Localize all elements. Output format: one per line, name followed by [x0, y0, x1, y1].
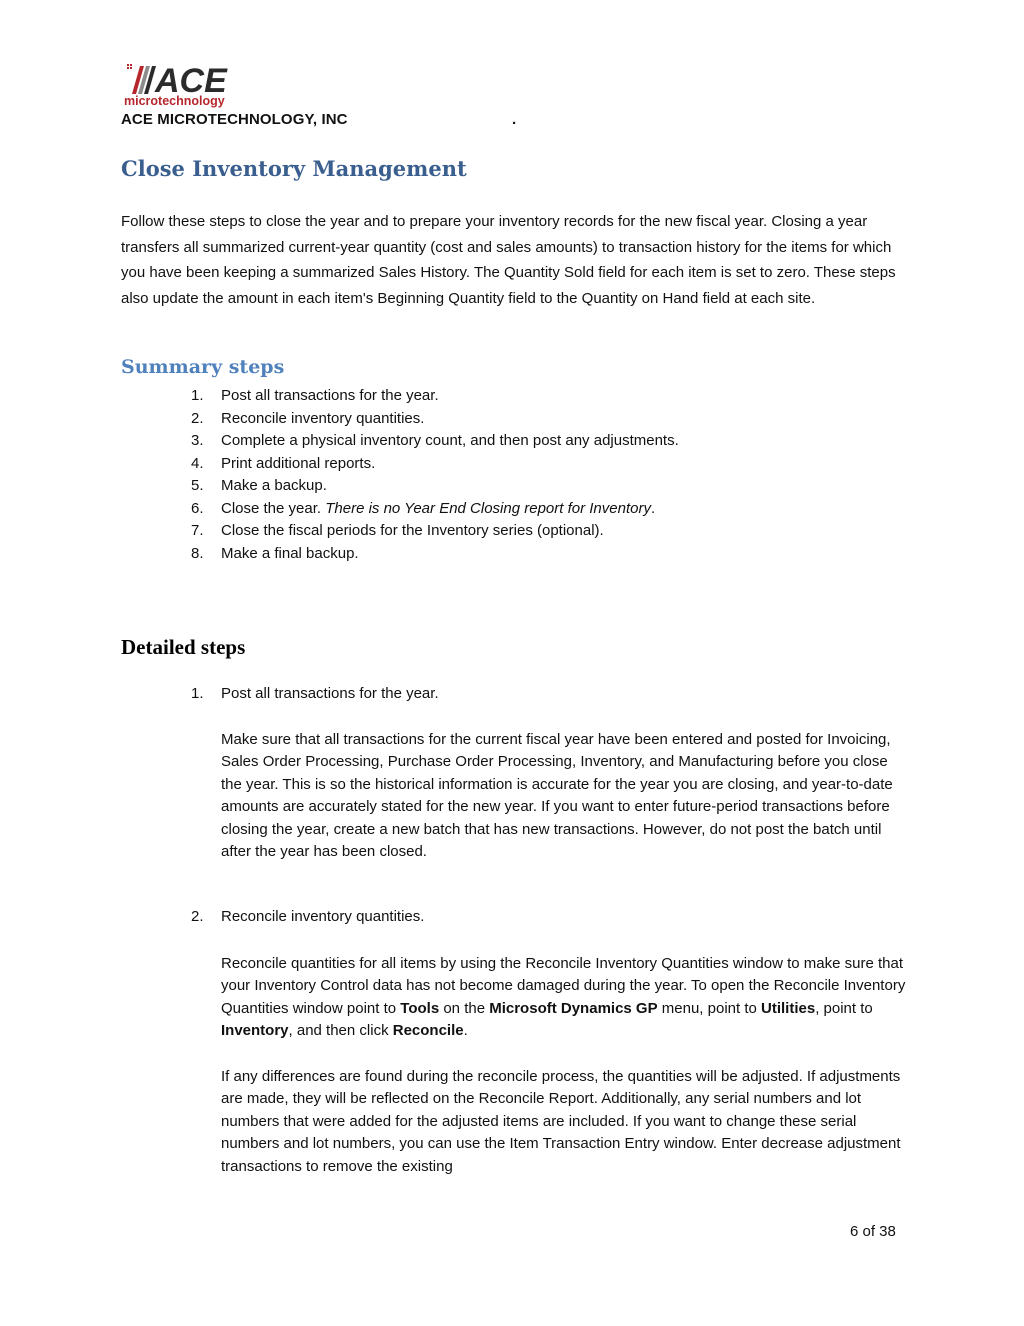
para-text: . [463, 1022, 468, 1040]
logo-subtitle: microtechnology [124, 94, 225, 108]
step-text: Print additional reports. [221, 454, 376, 472]
detail-step-number: 2. [191, 908, 204, 925]
para-text: , point to [815, 999, 873, 1017]
header-dot: . [512, 111, 517, 128]
para-text: , and then click [288, 1022, 393, 1040]
page-number: 6 of 38 [850, 1223, 896, 1240]
para-text: on the [439, 999, 490, 1017]
detail-step-paragraph: Make sure that all transactions for the current fiscal year have been entered and posted for Invoicing, Sales Order Processing, Purchase Order Processing, Inventory, and Manufacturing before you close the year. This is so the historical information is accurate for the year you are closing, and year-to-date amounts are accurately stated for the new year. If you want to enter future-period transactions before closing the year, create a new batch that has new transactions. However, do not post the batch until after the year has been closed. [221, 731, 893, 861]
logo-grid-marks [127, 64, 132, 69]
logo-word: ACE [155, 62, 227, 100]
step-number: 2. [191, 409, 204, 427]
intro-paragraph: Follow these steps to close the year and to prepare your inventory records for the new fiscal year. Closing a year transfers all summarized current-year quantity (cost and sales amounts) to transaction history for the items for which you have been keeping a summarized Sales History. The Quantity Sold field for each item is set to zero. These steps also update the amount in each item's Beginning Quantity field to the Quantity on Hand field at each site. [121, 213, 896, 307]
menu-term-tools: Tools [400, 999, 440, 1017]
step-number: 3. [191, 432, 204, 449]
detail-step-title: Reconcile inventory quantities. [221, 908, 425, 925]
step-text-with-note [221, 498, 655, 521]
step-text: Close the year. [221, 499, 326, 517]
company-name: ACE MICROTECHNOLOGY, INC [121, 111, 348, 128]
step-number: 6. [191, 499, 204, 517]
menu-term-inventory: Inventory [221, 1022, 289, 1040]
step-text: Make a final backup. [221, 544, 359, 562]
step-text: Make a backup. [221, 477, 327, 494]
detail-step-number: 1. [191, 685, 204, 702]
detail-step-paragraph [221, 953, 911, 1043]
para-text: Reconcile quantities for all items by using the Reconcile Inventory Quantities window to make sure that your Inventory Control data has not become damaged during the year. To open the Reconcile Inventory Quantities window point to [221, 955, 906, 1017]
detail-step-paragraph: If any differences are found during the reconcile process, the quantities will be adjusted. If adjustments are made, they will be reflected on the Reconcile Report. Additionally, any serial numbers and lot numbers that were added for the adjusted items are included. If you want to change these serial numbers and lot numbers, you can use the Item Transaction Entry window. Enter decrease adjustment transactions to remove the existing [221, 1068, 901, 1175]
step-number: 8. [191, 544, 204, 562]
step-text: Complete a physical inventory count, and then post any adjustments. [221, 432, 679, 449]
detailed-heading: Detailed steps [121, 635, 246, 659]
step-text: Post all transactions for the year. [221, 387, 439, 404]
page-title: Close Inventory Management [121, 156, 467, 181]
menu-term-reconcile: Reconcile [392, 1022, 464, 1040]
menu-term-utilities: Utilities [761, 999, 816, 1017]
step-note-italic: There is no Year End Closing report for Inventory [325, 499, 651, 517]
step-number: 4. [191, 454, 204, 472]
para-text: menu, point to [657, 999, 762, 1017]
detail-step-title: Post all transactions for the year. [221, 685, 439, 702]
step-number: 7. [191, 522, 204, 539]
summary-heading: Summary steps [121, 356, 285, 378]
step-text: Reconcile inventory quantities. [221, 409, 425, 427]
step-text: Close the fiscal periods for the Inventory series (optional). [221, 522, 604, 539]
step-text-end: . [650, 499, 656, 517]
step-number: 5. [191, 477, 204, 494]
menu-term-dynamics-gp: Microsoft Dynamics GP [489, 999, 658, 1017]
ace-logo [122, 60, 262, 108]
step-number: 1. [191, 387, 204, 404]
